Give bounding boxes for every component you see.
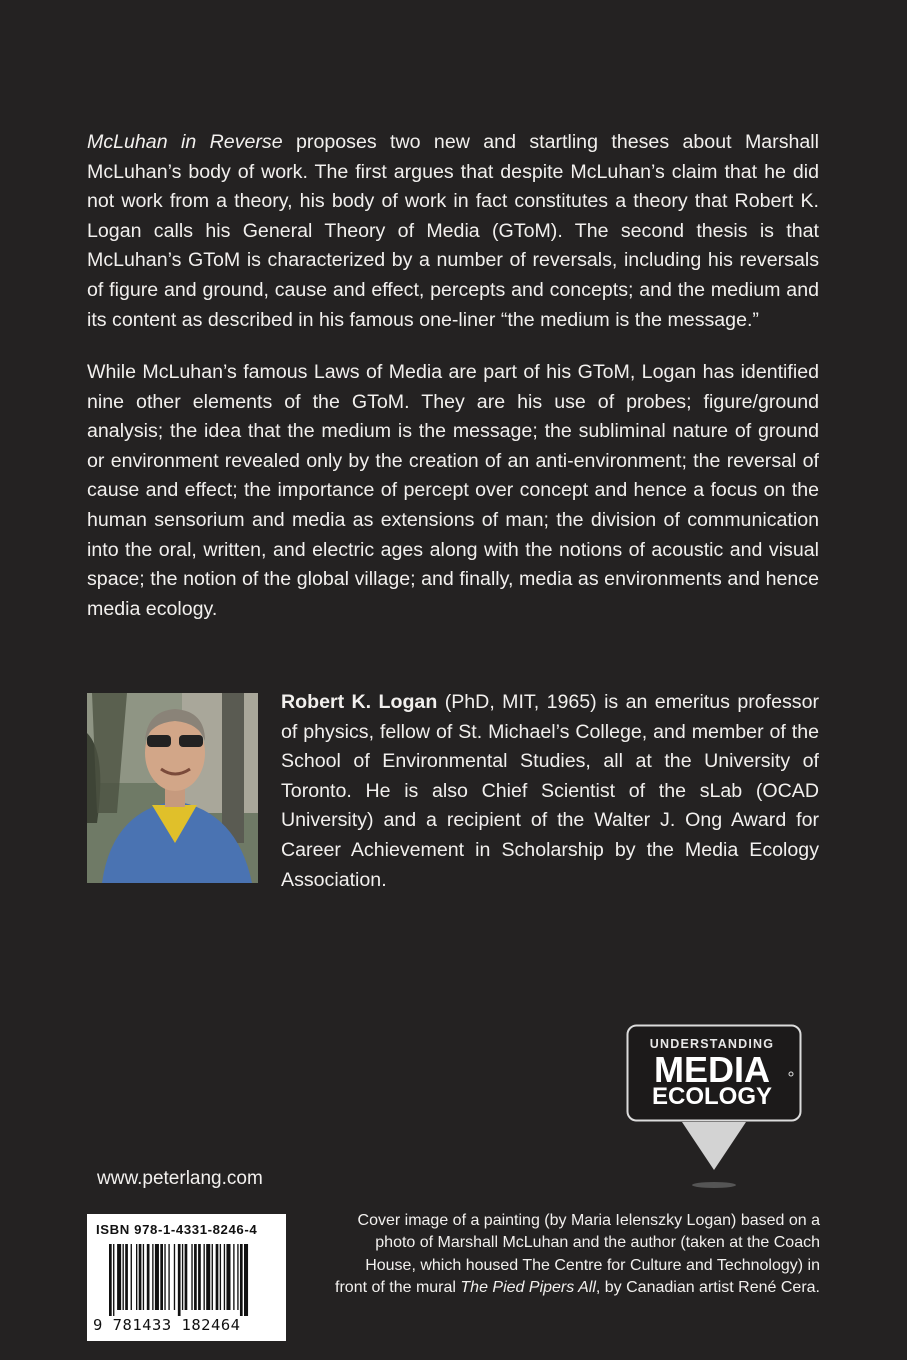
description-paragraph-1: [87, 128, 819, 335]
barcode-bar: [164, 1244, 165, 1310]
barcode-bar: [168, 1244, 169, 1310]
author-photo: [87, 693, 258, 883]
barcode-digits: 9 781433 182464: [93, 1316, 241, 1334]
barcode-bar: [224, 1244, 225, 1310]
description-text-1: proposes two new and startling theses about Marshall McLuhan’s body of work. The first argues that despite McLuhan’s claim that he did not work from a theory, his body of work in fact constitutes a theory that Robert K. Logan calls his General Theory of Media (GToM). The second thesis is that McLuhan’s GToM is characterized by a number of reversals, including his reversals of figure and ground, cause and effect, percepts and concepts; and the medium and its content as described in his famous one-liner “the medium is the message.”: [87, 131, 819, 331]
mural-title: The Pied Pipers All: [460, 1278, 596, 1296]
barcode-bar: [240, 1244, 243, 1316]
barcode-bar: [204, 1244, 205, 1310]
barcode-bar: [233, 1244, 234, 1310]
author-bio: [281, 688, 819, 895]
barcode-bars: [87, 1240, 286, 1320]
logo-line-3: ECOLOGY: [651, 1083, 773, 1110]
barcode-bar: [136, 1244, 137, 1310]
barcode-bar: [152, 1244, 153, 1310]
barcode-bar: [174, 1244, 175, 1310]
barcode-bar: [216, 1244, 219, 1310]
description-paragraph-2: While McLuhan’s famous Laws of Media are part of his GToM, Logan has identified nine other elements of the GToM. They are his use of probes; figure/ground analysis; the idea that the medium is the message; the subliminal nature of ground or environment revealed only by the creation of an anti-environment; the reversal of cause and effect; the importance of percept over concept and hence a focus on the human sensorium and media as extensions of man; the division of communication into the oral, written, and electric ages along with the notions of acoustic and visual space; the notion of the global village; and finally, media as environments and hence media ecology.: [87, 361, 819, 620]
publisher-url[interactable]: www.peterlang.com: [97, 1168, 263, 1189]
series-logo: [626, 1024, 802, 1194]
barcode-bar: [125, 1244, 128, 1310]
cover-credit-text-end: , by Canadian artist René Cera.: [595, 1278, 820, 1296]
barcode-bar: [220, 1244, 221, 1310]
isbn-barcode: [87, 1214, 286, 1341]
barcode-bar: [178, 1244, 181, 1316]
barcode-bar: [147, 1244, 150, 1310]
barcode-bar: [198, 1244, 201, 1310]
barcode-bar: [117, 1244, 121, 1310]
barcode-bar: [109, 1244, 112, 1316]
barcode-bar: [194, 1244, 197, 1310]
barcode-bar: [191, 1244, 192, 1310]
barcode-bar: [123, 1244, 124, 1310]
logo-line-2: MEDIA: [654, 1049, 770, 1090]
barcode-bar: [160, 1244, 163, 1310]
barcode-bar: [143, 1244, 144, 1310]
author-bio-text: (PhD, MIT, 1965) is an emeritus professor of physics, fellow of St. Michael’s College, and member of the School of Environmental Studies, all at the University of Toronto. He is also Chief Scientist of the sLab (OCAD University) and a recipient of the Walter J. Ong Award for Career Achievement in Scholarship by the Media Ecology Association.: [281, 691, 820, 891]
barcode-bar: [131, 1244, 132, 1310]
barcode-bar: [206, 1244, 210, 1310]
book-title: McLuhan in Reverse: [87, 131, 283, 153]
isbn-label: ISBN 978-1-4331-8246-4: [96, 1222, 258, 1237]
barcode-bar: [244, 1244, 248, 1316]
barcode-bar: [226, 1244, 230, 1310]
barcode-bar: [185, 1244, 188, 1310]
barcode-bar: [237, 1244, 238, 1310]
author-name: Robert K. Logan: [281, 691, 438, 713]
cover-credit: [330, 1210, 820, 1299]
barcode-bar: [212, 1244, 213, 1310]
barcode-bar: [139, 1244, 142, 1310]
cover-credit-text: Cover image of a painting (by Maria Ielenszky Logan) based on a photo of Marshall McLuhan and the author (taken at the Coach House, which housed The Centre for Culture and Technology) in front of the mural: [335, 1212, 820, 1296]
barcode-bar: [113, 1244, 114, 1316]
logo-line-1: UNDERSTANDING: [649, 1037, 775, 1051]
barcode-bar: [155, 1244, 159, 1310]
barcode-bar: [182, 1244, 183, 1310]
